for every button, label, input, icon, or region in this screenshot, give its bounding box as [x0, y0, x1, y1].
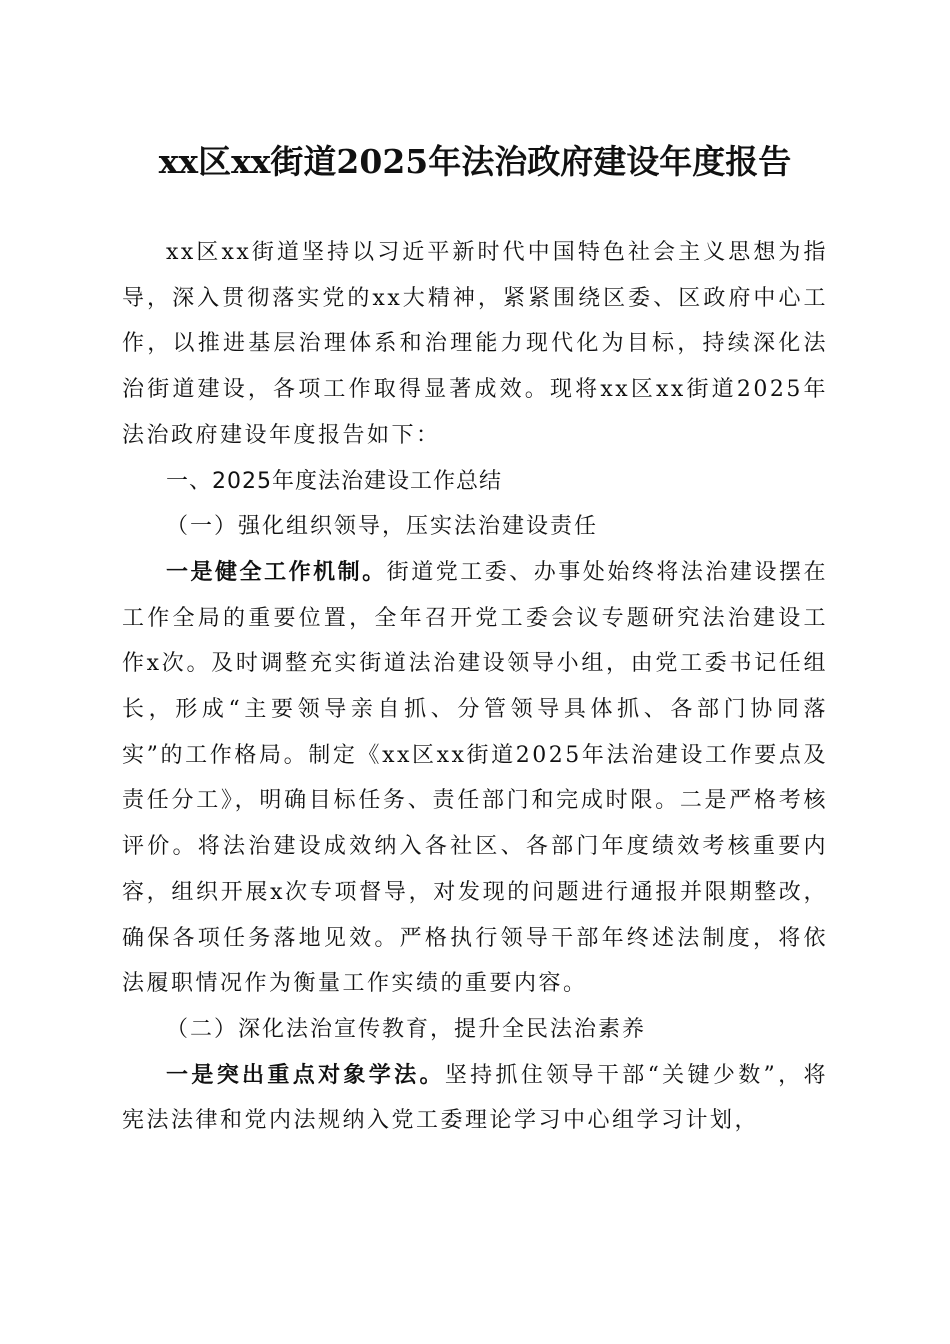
paragraph-body-2: 坚持抓住领导干部“关键少数”，将宪法法律和党内法规纳入党工委理论学习中心组学习计划， — [122, 1062, 828, 1134]
subsection-heading-2: （二）深化法治宣传教育，提升全民法治素养 — [166, 1016, 647, 1042]
intro-paragraph: xx区xx街道坚持以习近平新时代中国特色社会主义思想为指导，深入贯彻落实党的xx大精神，紧紧围绕区委、区政府中心工作，以推进基层治理体系和治理能力现代化为目标，持续深化法治街道建设，各项工作取得显著成效。现将xx区xx街道2025年法治政府建设年度报告如下： — [122, 240, 828, 448]
paragraph-lead-1: 一是健全工作机制。 — [166, 558, 387, 585]
document-title: xx区xx街道2025年法治政府建设年度报告 — [158, 142, 792, 181]
subsection-1-paragraph — [122, 550, 828, 1007]
document-body — [122, 230, 828, 1144]
section-heading-1: 一、2025年度法治建设工作总结 — [166, 468, 502, 494]
subsection-heading-1: （一）强化组织领导，压实法治建设责任 — [166, 514, 599, 540]
subsection-2-paragraph — [122, 1053, 828, 1144]
paragraph-lead-2: 一是突出重点对象学法。 — [166, 1061, 445, 1088]
paragraph-body-1: 街道党工委、办事处始终将法治建设摆在工作全局的重要位置，全年召开党工委会议专题研究法治建设工作x次。及时调整充实街道法治建设领导小组，由党工委书记任组长，形成“主要领导亲自抓、分管领导具体抓、各部门协同落实”的工作格局。制定《xx区xx街道2025年法治建设工作要点及责任分工》，明确目标任务、责任部门和完成时限。二是严格考核评价。将法治建设成效纳入各社区、各部门年度绩效考核重要内容，组织开展x次专项督导，对发现的问题进行通报并限期整改，确保各项任务落地见效。严格执行领导干部年终述法制度，将依法履职情况作为衡量工作实绩的重要内容。 — [122, 559, 828, 997]
